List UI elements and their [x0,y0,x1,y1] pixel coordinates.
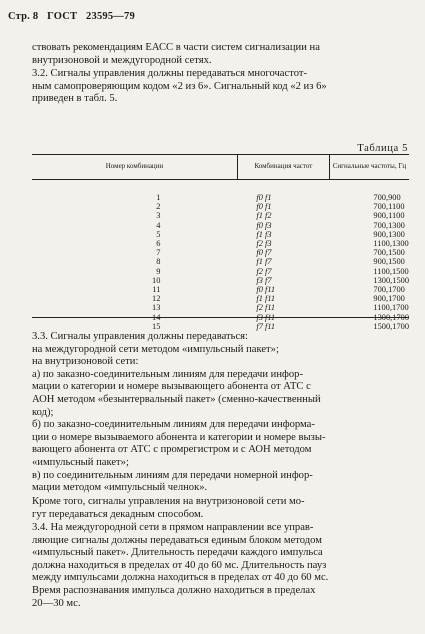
frequency-combination: f2 f7 [256,266,272,276]
text-line: «импульсный пакет». Длительность передачи каждого импульса [32,547,323,559]
text-line: ствовать рекомендациям ЕАСС в части систем сигнализации на [32,42,320,53]
column-header-combination: Комбинация частот [237,155,329,180]
table-row [32,248,409,257]
paragraph [32,68,404,106]
text-line: АОН методом «безынтервальный пакет» (сменно-качественный [32,393,321,405]
table-row [32,322,409,331]
table-row [32,211,409,220]
text-line: ции о номере вызываемого абонента и категории и номере вызы- [32,431,326,443]
table-row [32,303,409,312]
combination-number: 11 [152,285,161,295]
column-header-frequencies: Сигнальные частоты, Гц [329,155,409,180]
paragraph [32,522,404,610]
table-bottom-rule [32,317,409,318]
combination-number: 7 [156,248,161,258]
frequency-combination: f0 f3 [256,220,272,230]
signal-frequencies: 700,1500 [373,248,405,258]
frequency-combination: f1 f7 [256,257,272,267]
text-line: внутризоновой и междугородной сетях. [32,54,212,66]
signal-frequencies: 900,1300 [373,229,405,239]
frequency-table [32,154,409,331]
signal-frequencies: 900,1100 [373,211,405,221]
text-line: мации о категории и номере вызывающего абонента от АТС с [32,381,311,393]
text-line: мации методом «импульсный челнок». [32,482,208,494]
text-line: в) по соединительным линиям для передачи номерной инфор- [32,469,313,481]
table-row [32,257,409,266]
table-row [32,202,409,211]
table-row [32,239,409,248]
frequency-combination: f2 f11 [256,303,276,313]
frequency-combination: f0 f1 [256,193,272,202]
signal-frequencies: 900,1500 [373,257,405,267]
signal-frequencies: 1300,1500 [373,275,409,285]
page-number: Стр. 8 [8,11,39,22]
text-line: б) по заказно-соединительным линиям для передачи информа- [32,419,315,431]
frequency-combination: f3 f11 [256,312,276,322]
paragraph [32,496,404,521]
standard-code: ГОСТ [47,11,78,22]
paragraph [32,42,404,67]
text-line: 3.2. Сигналы управления должны передаваться многочастот- [32,68,308,79]
frequency-combination: f3 f7 [256,275,272,285]
table-row [32,285,409,294]
text-line: 3.3. Сигналы управления должны передаваться: [32,331,248,342]
paragraph [32,331,404,495]
signal-frequencies: 700,1300 [373,220,405,230]
text-line: 3.4. На междугородной сети в прямом направлении все управ- [32,522,314,533]
text-line: приведен в табл. 5. [32,93,118,105]
combination-number: 12 [152,294,161,304]
frequency-combination: f1 f11 [256,294,276,304]
text-line: гут передаваться декадным способом. [32,508,204,520]
page-header [8,11,141,22]
table-caption: Таблица 5 [357,143,408,154]
combination-number: 6 [156,239,161,249]
text-line: 20—30 мс. [32,597,81,609]
text-line: на междугородной сети методом «импульсный пакет»; [32,343,279,355]
frequency-combination: f2 f3 [256,239,272,249]
signal-frequencies: 1100,1700 [373,303,409,313]
text-line: ляющие сигналы должны передаваться единым блоком методом [32,534,322,546]
table-row [32,294,409,303]
combination-number: 1 [156,193,161,202]
signal-frequencies: 700,1100 [373,202,405,212]
frequency-combination: f1 f2 [256,211,272,221]
text-line: должна находиться в пределах от 40 до 60 мс. Длительность пауз [32,559,327,571]
text-line: между импульсами должна находиться в пределах от 40 до 60 мс. [32,572,329,584]
table-row [32,276,409,285]
frequency-combination: f1 f3 [256,229,272,239]
table-row [32,221,409,230]
signal-frequencies: 900,1700 [373,294,405,304]
frequency-combination: f0 f7 [256,248,272,258]
column-header-number: Номер комбинации [32,155,237,180]
text-line: ным самопроверяющим кодом «2 из 6». Сигнальный код «2 из 6» [32,80,327,92]
signal-frequencies: 1100,1500 [373,266,409,276]
combination-number: 8 [156,257,161,267]
standard-number: 23595—79 [86,11,135,22]
text-line: а) по заказно-соединительным линиям для передачи инфор- [32,368,304,380]
combination-number: 9 [156,266,161,276]
text-line: вающего абонента от АТС с промрегистром и с АОН методом [32,444,312,456]
signal-frequencies: 700,900 [373,193,401,202]
frequency-combination: f0 f1 [256,202,272,212]
frequency-combination: f0 f11 [256,285,276,295]
combination-number: 4 [156,220,161,230]
signal-frequencies: 1100,1300 [373,239,409,249]
combination-number: 14 [152,312,161,322]
combination-number: 13 [152,303,161,313]
signal-frequencies: 700,1700 [373,285,405,295]
table-row [32,267,409,276]
text-line: «импульсный пакет»; [32,456,129,468]
table-row [32,180,409,203]
text-line: на внутризоновой сети: [32,356,139,368]
table-row [32,230,409,239]
text-line: код); [32,406,54,418]
signal-frequencies: 1500,1700 [373,321,409,331]
combination-number: 5 [156,229,161,239]
text-line: Кроме того, сигналы управления на внутризоновой сети мо- [32,496,305,507]
signal-frequencies: 1300,1700 [373,312,409,322]
combination-number: 10 [152,275,161,285]
text-line: Время распознавания импульса должно находиться в пределах [32,584,316,596]
combination-number: 2 [156,202,161,212]
combination-number: 15 [152,321,161,331]
frequency-combination: f7 f11 [256,321,276,331]
combination-number: 3 [156,211,161,221]
